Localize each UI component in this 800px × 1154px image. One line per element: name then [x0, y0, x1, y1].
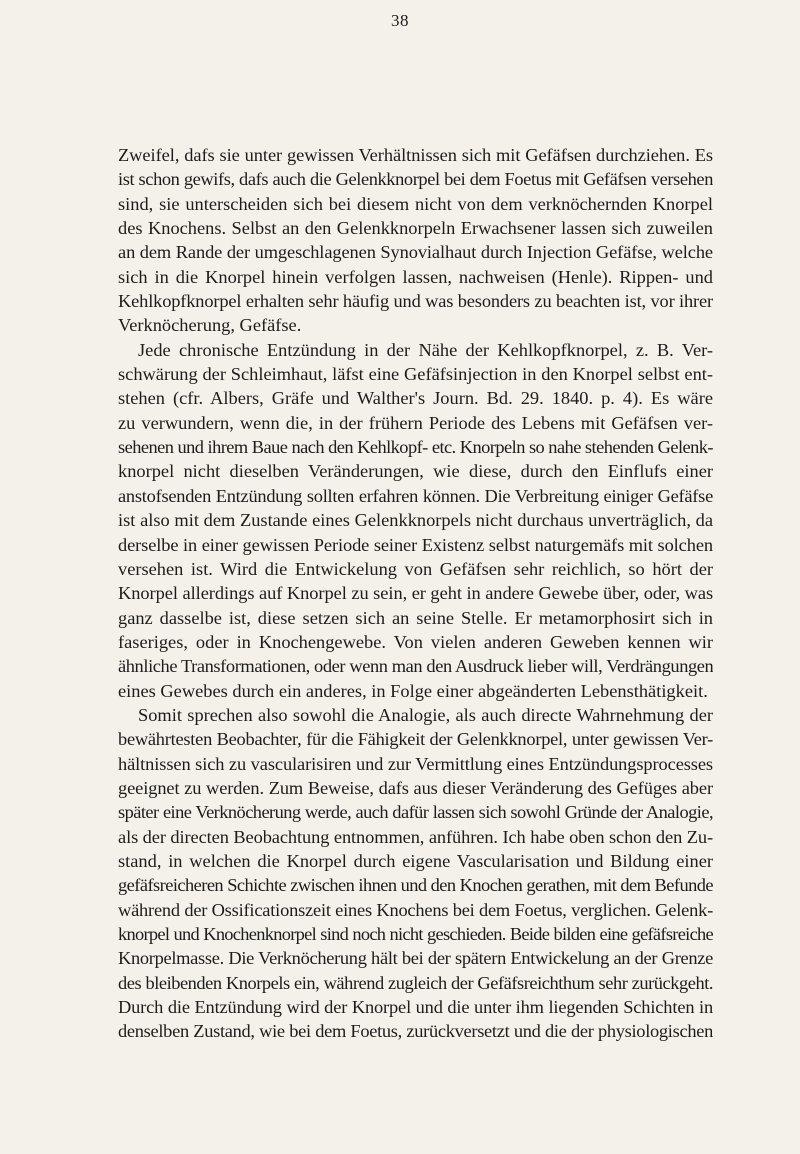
text-line: schwärung der Schleimhaut, läfst eine Gefäfsinjection in den Knorpel selbst ent- [118, 364, 713, 385]
text-line: bewährtesten Beobachter, für die Fähigkeit der Gelenkknorpel, unter gewissen Ver- [118, 729, 713, 750]
text-line: sich in die Knorpel hinein verfolgen lassen, nachweisen (Henle). Rippen- und [118, 266, 713, 287]
text-line: Knorpel allerdings auf Knorpel zu sein, er geht in andere Gewebe über, oder, was [118, 583, 713, 604]
text-line: sind, sie unterscheiden sich bei diesem nicht von dem verknöchernden Knorpel [118, 193, 713, 214]
body-text [118, 143, 713, 1044]
text-line: knorpel nicht dieselben Veränderungen, wie diese, durch den Einflufs einer [118, 461, 713, 482]
text-line: Durch die Entzündung wird der Knorpel und die unter ihm liegenden Schichten in [118, 997, 713, 1018]
text-line: hältnissen sich zu vascularisiren und zur Vermittlung eines Entzündungsprocesses [118, 753, 713, 774]
text-line: ist also mit dem Zustande eines Gelenkknorpels nicht durchaus unverträglich, da [118, 510, 713, 531]
text-line: des Knochens. Selbst an den Gelenkknorpeln Erwachsener lassen sich zuweilen [118, 218, 713, 239]
text-line: des bleibenden Knorpels ein, während zugleich der Gefäfsreichthum sehr zurückgeht. [118, 972, 713, 993]
text-line: faseriges, oder in Knochengewebe. Von vielen anderen Geweben kennen wir [118, 631, 713, 652]
text-line: Kehlkopfknorpel erhalten sehr häufig und was besonders zu beachten ist, vor ihrer [118, 291, 713, 312]
text-line: später eine Verknöcherung werde, auch dafür lassen sich sowohl Gründe der Analogie, [118, 802, 713, 823]
text-line: eines Gewebes durch ein anderes, in Folge einer abgeänderten Lebensthätigkeit. [118, 680, 708, 701]
text-line: anstofsenden Entzündung sollten erfahren können. Die Verbreitung einiger Gefäfse [118, 485, 713, 506]
text-line: derselbe in einer gewissen Periode seiner Existenz selbst naturgemäfs mit solchen [118, 534, 713, 555]
text-line: ähnliche Transformationen, oder wenn man den Ausdruck lieber will, Verdrängungen [118, 656, 713, 677]
text-line: Zweifel, dafs sie unter gewissen Verhältnissen sich mit Gefäfsen durchziehen. Es [118, 145, 713, 165]
text-line: während der Ossificationszeit eines Knochens bei dem Foetus, verglichen. Gelenk- [118, 899, 713, 920]
text-line: gefäfsreicheren Schichte zwischen ihnen und den Knochen gerathen, mit dem Befunde [118, 875, 713, 896]
text-line: als der directen Beobachtung entnommen, anführen. Ich habe oben schon den Zu- [118, 826, 713, 847]
text-line: Verknöcherung, Gefäfse. [118, 315, 302, 336]
text-line: denselben Zustand, wie bei dem Foetus, zurückversetzt und die der physiologischen [118, 1021, 713, 1042]
text-line: stand, in welchen die Knorpel durch eigene Vascularisation und Bildung einer [118, 850, 713, 871]
text-line: geeignet zu werden. Zum Beweise, dafs aus dieser Veränderung des Gefüges aber [118, 777, 713, 798]
text-line: ganz dasselbe ist, diese setzen sich an seine Stelle. Er metamorphosirt sich in [118, 607, 713, 628]
text-line: Knorpelmasse. Die Verknöcherung hält bei der spätern Entwickelung an der Grenze [118, 948, 713, 969]
text-line: sehenen und ihrem Baue nach den Kehlkopf- etc. Knorpeln so nahe stehenden Gelenk- [118, 437, 713, 458]
text-line: versehen ist. Wird die Entwickelung von Gefäfsen sehr reichlich, so hört der [118, 558, 713, 579]
text-line: stehen (cfr. Albers, Gräfe und Walther's Journ. Bd. 29. 1840. p. 4). Es wäre [118, 388, 713, 409]
text-line: Somit sprechen also sowohl die Analogie, als auch directe Wahrnehmung der [138, 704, 713, 725]
page-number: 38 [391, 11, 409, 30]
text-line: ist schon gewifs, dafs auch die Gelenkknorpel bei dem Foetus mit Gefäfsen versehen [118, 169, 713, 190]
text-line: zu verwundern, wenn die, in der frühern Periode des Lebens mit Gefäfsen ver- [118, 412, 713, 433]
text-line: knorpel und Knochenknorpel sind noch nicht geschieden. Beide bilden eine gefäfsreiche [118, 924, 713, 944]
text-line: Jede chronische Entzündung in der Nähe der Kehlkopfknorpel, z. B. Ver- [138, 339, 713, 360]
text-line: an dem Rande der umgeschlagenen Synovialhaut durch Injection Gefäfse, welche [118, 242, 713, 263]
